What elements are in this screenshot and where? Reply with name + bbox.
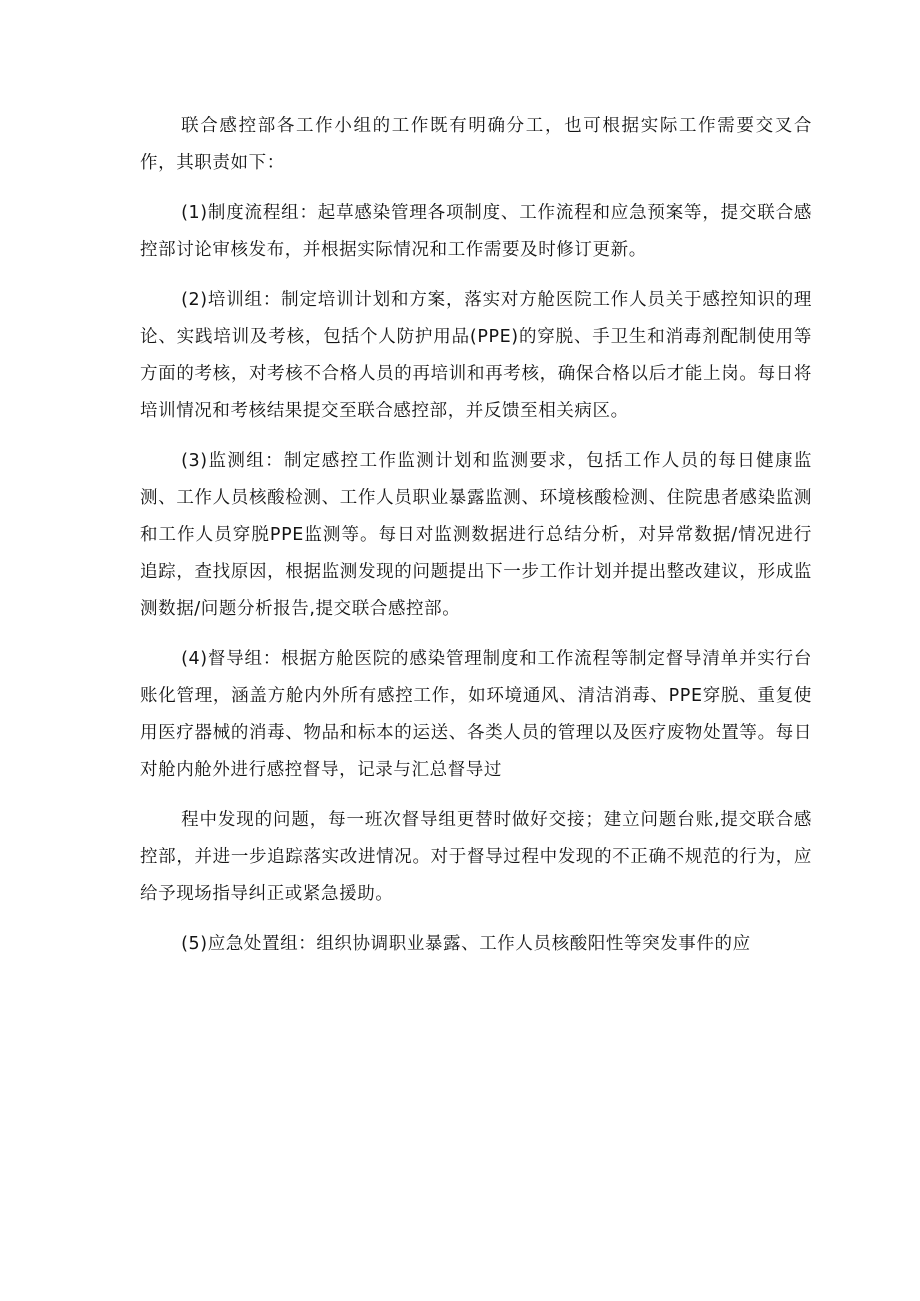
training-group-paragraph: (2)培训组：制定培训计划和方案，落实对方舱医院工作人员关于感控知识的理论、实践培训及考核，包括个人防护用品(PPE)的穿脱、手卫生和消毒剂配制使用等方面的考核，对考核不合格人员的再培训和再考核，确保合格以后才能上岗。每日将培训情况和考核结果提交至联合感控部，并反馈至相关病区。 xyxy=(140,290,812,421)
supervision-group-continued-paragraph: 程中发现的问题，每一班次督导组更替时做好交接；建立问题台账,提交联合感控部，并进一步追踪落实改进情况。对于督导过程中发现的不正确不规范的行为，应给予现场指导纠正或紧急援助。 xyxy=(140,810,812,904)
intro-paragraph: 联合感控部各工作小组的工作既有明确分工，也可根据实际工作需要交叉合作，其职责如下： xyxy=(140,116,812,173)
emergency-group-paragraph: (5)应急处置组：组织协调职业暴露、工作人员核酸阳性等突发事件的应 xyxy=(181,934,751,954)
policy-process-group-paragraph: (1)制度流程组：起草感染管理各项制度、工作流程和应急预案等，提交联合感控部讨论审核发布，并根据实际情况和工作需要及时修订更新。 xyxy=(140,203,812,260)
document-body xyxy=(140,108,812,963)
supervision-group-paragraph: (4)督导组：根据方舱医院的感染管理制度和工作流程等制定督导清单并实行台账化管理，涵盖方舱内外所有感控工作，如环境通风、清洁消毒、PPE穿脱、重复使用医疗器械的消毒、物品和标本的运送、各类人员的管理以及医疗废物处置等。每日对舱内舱外进行感控督导，记录与汇总督导过 xyxy=(140,649,812,780)
monitoring-group-paragraph: (3)监测组：制定感控工作监测计划和监测要求，包括工作人员的每日健康监测、工作人员核酸检测、工作人员职业暴露监测、环境核酸检测、住院患者感染监测和工作人员穿脱PPE监测等。每日对监测数据进行总结分析，对异常数据/情况进行追踪，查找原因，根据监测发现的问题提出下一步工作计划并提出整改建议，形成监测数据/问题分析报告,提交联合感控部。 xyxy=(140,451,812,619)
